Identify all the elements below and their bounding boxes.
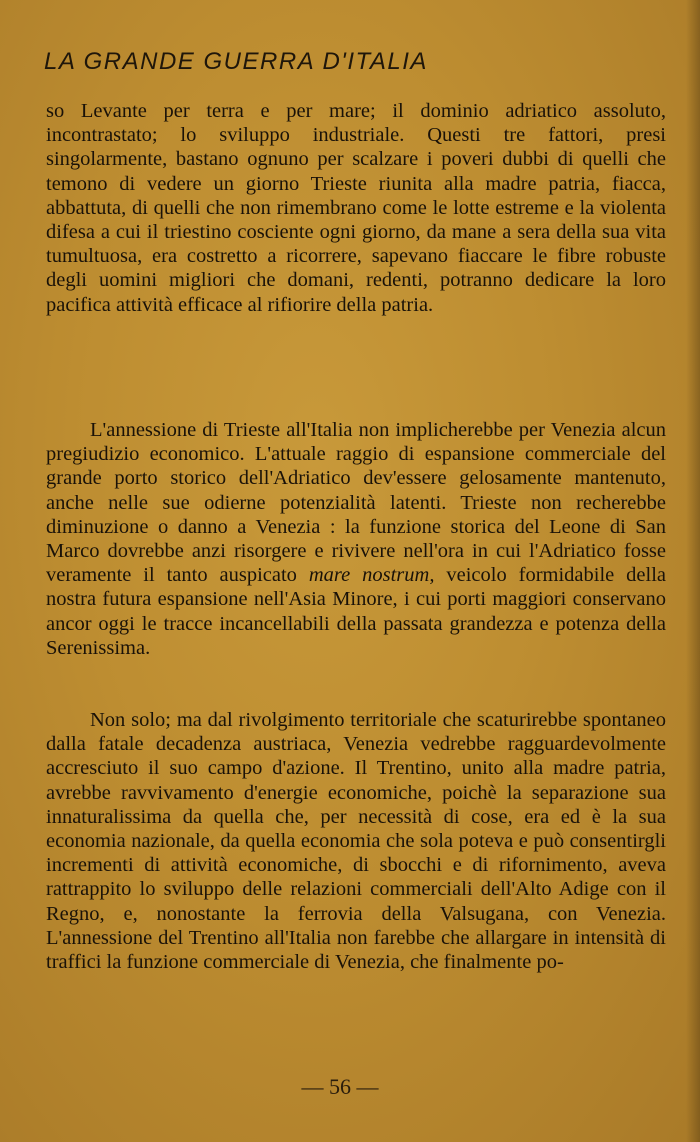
paragraph-trieste-annexation xyxy=(46,418,666,660)
paragraph-trentino xyxy=(46,708,666,974)
italic-phrase: mare nostrum, xyxy=(308,564,435,587)
paragraph-2-text xyxy=(46,418,666,660)
paragraph-2-text-b: veicolo formidabile della nostra futura espansione nell'Asia Minore, i cui porti maggiori conservano ancor oggi le tracce incancellabili della passata grandezza e potenza della Serenissima. xyxy=(46,564,667,659)
paragraph-continued xyxy=(46,99,666,317)
paragraph-3-text: Non solo; ma dal rivolgimento territoriale che scaturirebbe spontaneo dalla fatale decadenza austriaca, Venezia vedrebbe ragguardevolmente accresciuto il suo campo d'azione. Il Trentino, unito alla madre patria, avrebbe ravvivamento d'energie economiche, poichè la separazione sua innaturalissima da quella che, per necessità di cose, era ed è la sua economia nazionale, da quella economia che sola poteva e può consentirgli incrementi di attività economiche, di sbocchi e di rifornimento, aveva rattrappito lo sviluppo delle relazioni commerciali dell'Alto Adige con il Regno, e, nonostante la ferrovia della Valsugana, con Venezia. L'annessione del Trentino all'Italia non farebbe che allargare in intensità di traffici la funzione commerciale di Venezia, che finalmente po- xyxy=(46,709,666,974)
page-edge-shadow xyxy=(686,0,700,1142)
paragraph-2-text-a: L'annessione di Trieste all'Italia non implicherebbe per Venezia alcun pregiudizio economico. L'attuale raggio di espansione commerciale del grande porto storico dell'Adriatico dev'essere gelosamente mantenuto, anche nelle sue odierne potenzialità latenti. Trieste non recherebbe diminuzione o danno a Venezia : la funzione storica del Leone di San Marco dovrebbe anzi risorgere e rivivere nell'ora in cui l'Adriatico fosse veramente il tanto auspicato xyxy=(46,419,666,587)
running-title: LA GRANDE GUERRA D'ITALIA xyxy=(44,48,428,75)
paragraph-1-text: so Levante per terra e per mare; il dominio adriatico assoluto, incontrastato; lo sviluppo industriale. Questi tre fattori, presi singolarmente, bastano ognuno per scalzare i poveri dubbi di quelli che temono di vedere un giorno Trieste riunita alla madre patria, fiacca, abbattuta, di quelli che non rimembrano come le lotte estreme e la violenta difesa a cui il triestino cosciente ogni giorno, da mane a sera della sua vita tumultuosa, era costretto a ricorrere, sapevano fiaccare le fibre robuste degli uomini migliori che domani, redenti, potranno dedicare la loro pacifica attività efficace al rifiorire della patria. xyxy=(46,100,666,316)
page-number: — 56 — xyxy=(301,1074,379,1099)
